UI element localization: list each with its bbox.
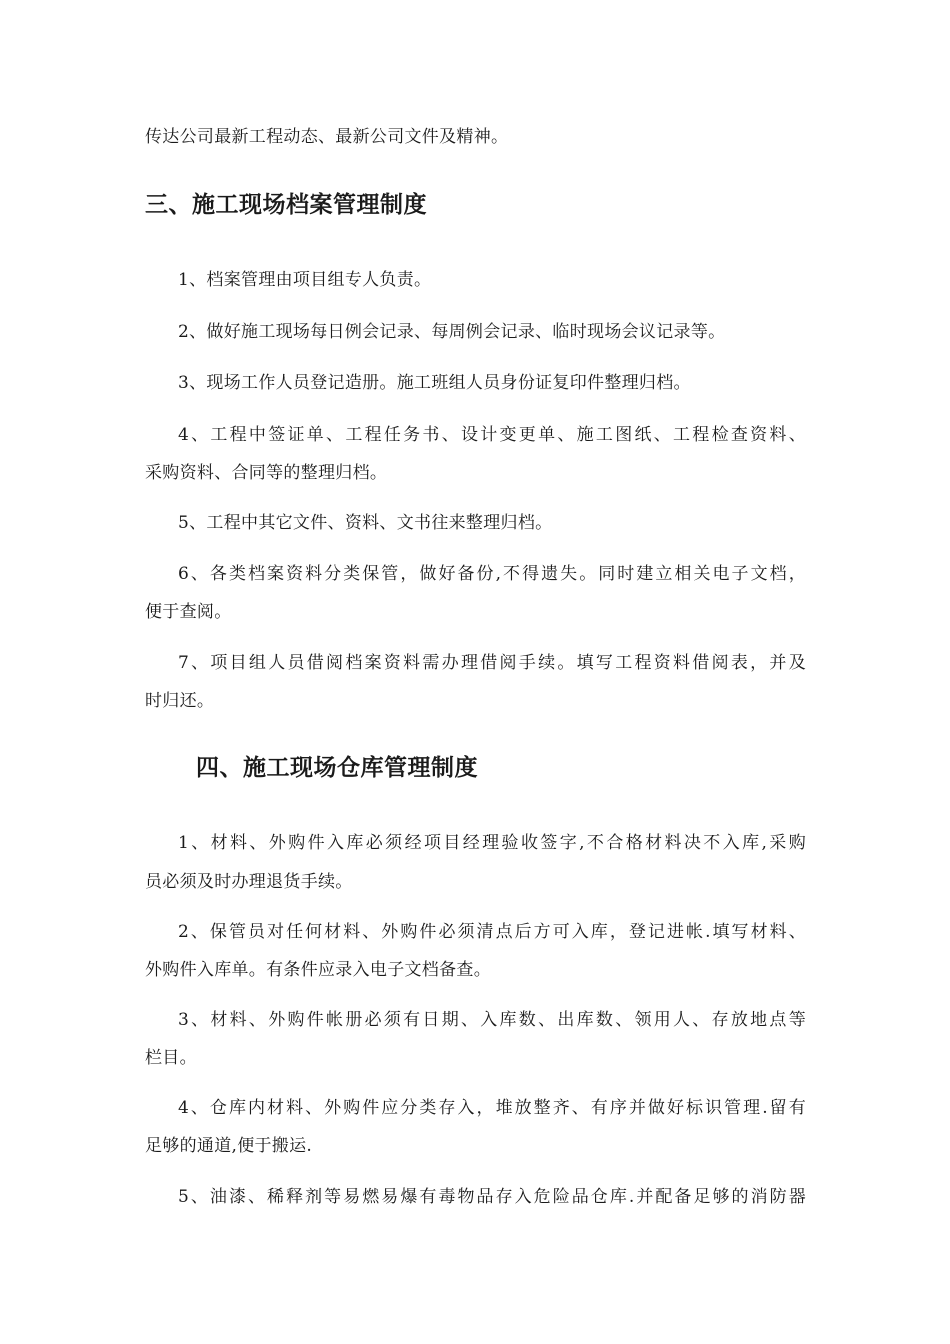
section-3-item-7-line-1: 7、项目组人员借阅档案资料需办理借阅手续。填写工程资料借阅表，并及: [178, 653, 806, 673]
section-3-item-6-line-1: 6、各类档案资料分类保管，做好备份,不得遗失。同时建立相关电子文档，: [178, 564, 806, 584]
section-4-item-1-line-1: 1、材料、外购件入库必须经项目经理验收签字,不合格材料决不入库,采购: [178, 833, 806, 853]
section-4-heading: 四、施工现场仓库管理制度: [196, 755, 478, 781]
section-4-item-4-line-2: 足够的通道,便于搬运.: [145, 1136, 313, 1156]
section-3-heading: 三、施工现场档案管理制度: [145, 192, 427, 218]
section-3-item-4-line-1: 4、工程中签证单、工程任务书、设计变更单、施工图纸、工程检查资料、: [178, 425, 806, 445]
section-4-item-5-line-1: 5、油漆、稀释剂等易燃易爆有毒物品存入危险品仓库.并配备足够的消防器: [178, 1187, 806, 1207]
section-3-item-5: 5、工程中其它文件、资料、文书往来整理归档。: [178, 513, 553, 533]
section-3-item-2: 2、做好施工现场每日例会记录、每周例会记录、临时现场会议记录等。: [178, 322, 726, 342]
section-3-item-3: 3、现场工作人员登记造册。施工班组人员身份证复印件整理归档。: [178, 373, 691, 393]
section-4-item-1-line-2: 员必须及时办理退货手续。: [145, 872, 353, 892]
section-4-item-2-line-2: 外购件入库单。有条件应录入电子文档备查。: [145, 960, 491, 980]
section-4-item-3-line-2: 栏目。: [145, 1048, 197, 1068]
section-4-item-3-line-1: 3、材料、外购件帐册必须有日期、入库数、出库数、领用人、存放地点等: [178, 1010, 806, 1030]
section-4-item-4-line-1: 4、仓库内材料、外购件应分类存入，堆放整齐、有序并做好标识管理.留有: [178, 1098, 806, 1118]
section-4-item-2-line-1: 2、保管员对任何材料、外购件必须清点后方可入库，登记进帐.填写材料、: [178, 922, 806, 942]
section-3-item-4-line-2: 采购资料、合同等的整理归档。: [145, 463, 388, 483]
section-3-item-1: 1、档案管理由项目组专人负责。: [178, 270, 432, 290]
section-3-item-6-line-2: 便于查阅。: [145, 602, 232, 622]
section-3-item-7-line-2: 时归还。: [145, 691, 215, 711]
intro-line: 传达公司最新工程动态、最新公司文件及精神。: [145, 127, 509, 147]
